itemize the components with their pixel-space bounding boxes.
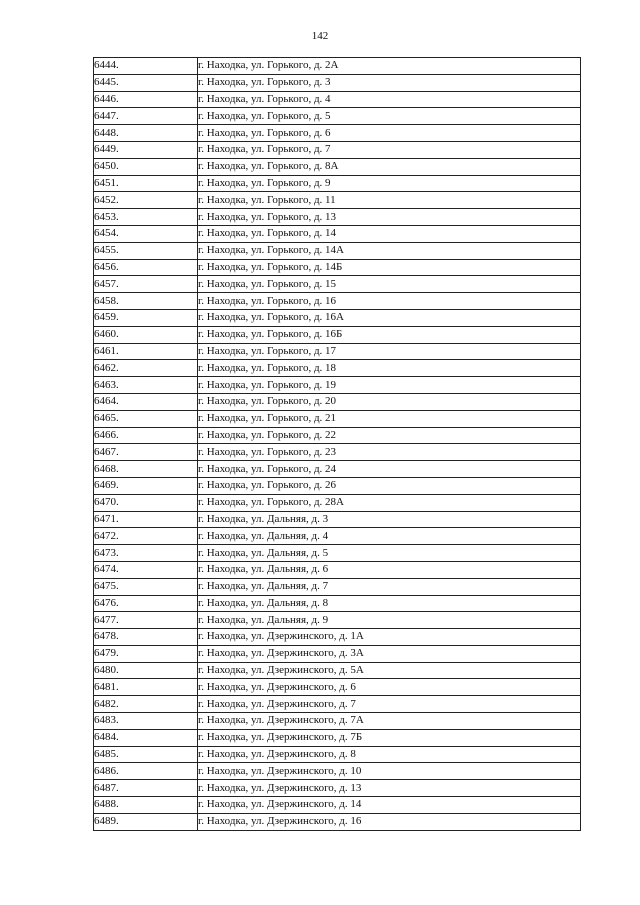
row-number: 6444. xyxy=(94,58,198,75)
row-address: г. Находка, ул. Горького, д. 26 xyxy=(198,477,581,494)
row-address: г. Находка, ул. Дальняя, д. 4 xyxy=(198,528,581,545)
table-row xyxy=(94,309,581,326)
row-number: 6476. xyxy=(94,595,198,612)
row-address: г. Находка, ул. Дзержинского, д. 7А xyxy=(198,713,581,730)
table-row xyxy=(94,746,581,763)
row-number: 6482. xyxy=(94,696,198,713)
row-address: г. Находка, ул. Горького, д. 14Б xyxy=(198,259,581,276)
row-address: г. Находка, ул. Горького, д. 7 xyxy=(198,141,581,158)
table-row xyxy=(94,125,581,142)
row-number: 6468. xyxy=(94,461,198,478)
table-row xyxy=(94,696,581,713)
row-address: г. Находка, ул. Горького, д. 23 xyxy=(198,444,581,461)
row-number: 6488. xyxy=(94,797,198,814)
row-number: 6457. xyxy=(94,276,198,293)
table-row xyxy=(94,192,581,209)
row-number: 6475. xyxy=(94,578,198,595)
row-address: г. Находка, ул. Дзержинского, д. 16 xyxy=(198,813,581,830)
table-row xyxy=(94,528,581,545)
row-number: 6471. xyxy=(94,511,198,528)
row-address: г. Находка, ул. Горького, д. 5 xyxy=(198,108,581,125)
row-address: г. Находка, ул. Горького, д. 13 xyxy=(198,209,581,226)
table-row xyxy=(94,158,581,175)
row-number: 6458. xyxy=(94,293,198,310)
table-row xyxy=(94,545,581,562)
table-row xyxy=(94,612,581,629)
row-address: г. Находка, ул. Горького, д. 9 xyxy=(198,175,581,192)
row-number: 6450. xyxy=(94,158,198,175)
row-number: 6446. xyxy=(94,91,198,108)
row-number: 6480. xyxy=(94,662,198,679)
table-row xyxy=(94,427,581,444)
row-address: г. Находка, ул. Горького, д. 6 xyxy=(198,125,581,142)
row-address: г. Находка, ул. Дальняя, д. 6 xyxy=(198,561,581,578)
row-number: 6449. xyxy=(94,141,198,158)
row-number: 6486. xyxy=(94,763,198,780)
table-row xyxy=(94,729,581,746)
row-number: 6470. xyxy=(94,494,198,511)
table-row xyxy=(94,343,581,360)
table-row xyxy=(94,713,581,730)
row-number: 6445. xyxy=(94,74,198,91)
row-number: 6467. xyxy=(94,444,198,461)
table-row xyxy=(94,629,581,646)
row-address: г. Находка, ул. Дзержинского, д. 1А xyxy=(198,629,581,646)
table-row xyxy=(94,225,581,242)
table-row xyxy=(94,175,581,192)
table-row xyxy=(94,461,581,478)
row-number: 6469. xyxy=(94,477,198,494)
table-row xyxy=(94,797,581,814)
table-row xyxy=(94,813,581,830)
table-row xyxy=(94,74,581,91)
row-address: г. Находка, ул. Горького, д. 11 xyxy=(198,192,581,209)
row-number: 6455. xyxy=(94,242,198,259)
table-row xyxy=(94,679,581,696)
table-row xyxy=(94,511,581,528)
row-address: г. Находка, ул. Дзержинского, д. 10 xyxy=(198,763,581,780)
row-number: 6464. xyxy=(94,393,198,410)
table-row xyxy=(94,410,581,427)
row-number: 6454. xyxy=(94,225,198,242)
row-number: 6489. xyxy=(94,813,198,830)
row-address: г. Находка, ул. Дзержинского, д. 7 xyxy=(198,696,581,713)
table-row xyxy=(94,578,581,595)
row-address: г. Находка, ул. Горького, д. 16 xyxy=(198,293,581,310)
row-address: г. Находка, ул. Дальняя, д. 7 xyxy=(198,578,581,595)
row-address: г. Находка, ул. Дальняя, д. 5 xyxy=(198,545,581,562)
row-address: г. Находка, ул. Горького, д. 19 xyxy=(198,377,581,394)
row-number: 6487. xyxy=(94,780,198,797)
row-address: г. Находка, ул. Горького, д. 8А xyxy=(198,158,581,175)
table-row xyxy=(94,494,581,511)
row-number: 6453. xyxy=(94,209,198,226)
row-number: 6473. xyxy=(94,545,198,562)
row-number: 6451. xyxy=(94,175,198,192)
row-number: 6459. xyxy=(94,309,198,326)
row-address: г. Находка, ул. Дзержинского, д. 6 xyxy=(198,679,581,696)
row-address: г. Находка, ул. Горького, д. 17 xyxy=(198,343,581,360)
row-address: г. Находка, ул. Дзержинского, д. 3А xyxy=(198,645,581,662)
row-address: г. Находка, ул. Дзержинского, д. 14 xyxy=(198,797,581,814)
row-number: 6463. xyxy=(94,377,198,394)
table-row xyxy=(94,58,581,75)
row-address: г. Находка, ул. Дзержинского, д. 13 xyxy=(198,780,581,797)
table-row xyxy=(94,377,581,394)
row-address: г. Находка, ул. Дзержинского, д. 8 xyxy=(198,746,581,763)
table-row xyxy=(94,242,581,259)
row-number: 6466. xyxy=(94,427,198,444)
table-row xyxy=(94,108,581,125)
row-address: г. Находка, ул. Горького, д. 28А xyxy=(198,494,581,511)
row-number: 6481. xyxy=(94,679,198,696)
table-row xyxy=(94,763,581,780)
row-address: г. Находка, ул. Горького, д. 3 xyxy=(198,74,581,91)
table-row xyxy=(94,780,581,797)
row-address: г. Находка, ул. Дзержинского, д. 5А xyxy=(198,662,581,679)
row-address: г. Находка, ул. Горького, д. 20 xyxy=(198,393,581,410)
row-address: г. Находка, ул. Горького, д. 2А xyxy=(198,58,581,75)
row-address: г. Находка, ул. Дзержинского, д. 7Б xyxy=(198,729,581,746)
table-row xyxy=(94,561,581,578)
row-number: 6462. xyxy=(94,360,198,377)
table-row xyxy=(94,293,581,310)
row-number: 6474. xyxy=(94,561,198,578)
row-address: г. Находка, ул. Горького, д. 18 xyxy=(198,360,581,377)
row-number: 6447. xyxy=(94,108,198,125)
row-address: г. Находка, ул. Горького, д. 15 xyxy=(198,276,581,293)
table-row xyxy=(94,326,581,343)
address-table xyxy=(93,57,581,831)
table-row xyxy=(94,360,581,377)
row-number: 6483. xyxy=(94,713,198,730)
table-row xyxy=(94,209,581,226)
row-address: г. Находка, ул. Дальняя, д. 3 xyxy=(198,511,581,528)
row-address: г. Находка, ул. Горького, д. 4 xyxy=(198,91,581,108)
row-number: 6448. xyxy=(94,125,198,142)
row-number: 6461. xyxy=(94,343,198,360)
table-row xyxy=(94,276,581,293)
table-row xyxy=(94,393,581,410)
row-number: 6478. xyxy=(94,629,198,646)
row-number: 6472. xyxy=(94,528,198,545)
table-row xyxy=(94,141,581,158)
row-address: г. Находка, ул. Горького, д. 14А xyxy=(198,242,581,259)
table-row xyxy=(94,477,581,494)
row-number: 6479. xyxy=(94,645,198,662)
row-number: 6460. xyxy=(94,326,198,343)
row-address: г. Находка, ул. Горького, д. 22 xyxy=(198,427,581,444)
address-table-body xyxy=(94,58,581,831)
row-address: г. Находка, ул. Горького, д. 16Б xyxy=(198,326,581,343)
row-address: г. Находка, ул. Горького, д. 21 xyxy=(198,410,581,427)
row-number: 6452. xyxy=(94,192,198,209)
row-number: 6485. xyxy=(94,746,198,763)
table-row xyxy=(94,444,581,461)
row-number: 6465. xyxy=(94,410,198,427)
row-number: 6484. xyxy=(94,729,198,746)
table-row xyxy=(94,595,581,612)
page-number: 142 xyxy=(311,30,329,42)
row-address: г. Находка, ул. Горького, д. 14 xyxy=(198,225,581,242)
row-address: г. Находка, ул. Горького, д. 16А xyxy=(198,309,581,326)
table-row xyxy=(94,91,581,108)
row-address: г. Находка, ул. Дальняя, д. 8 xyxy=(198,595,581,612)
table-row xyxy=(94,259,581,276)
row-number: 6477. xyxy=(94,612,198,629)
row-address: г. Находка, ул. Горького, д. 24 xyxy=(198,461,581,478)
row-address: г. Находка, ул. Дальняя, д. 9 xyxy=(198,612,581,629)
table-row xyxy=(94,645,581,662)
table-row xyxy=(94,662,581,679)
row-number: 6456. xyxy=(94,259,198,276)
